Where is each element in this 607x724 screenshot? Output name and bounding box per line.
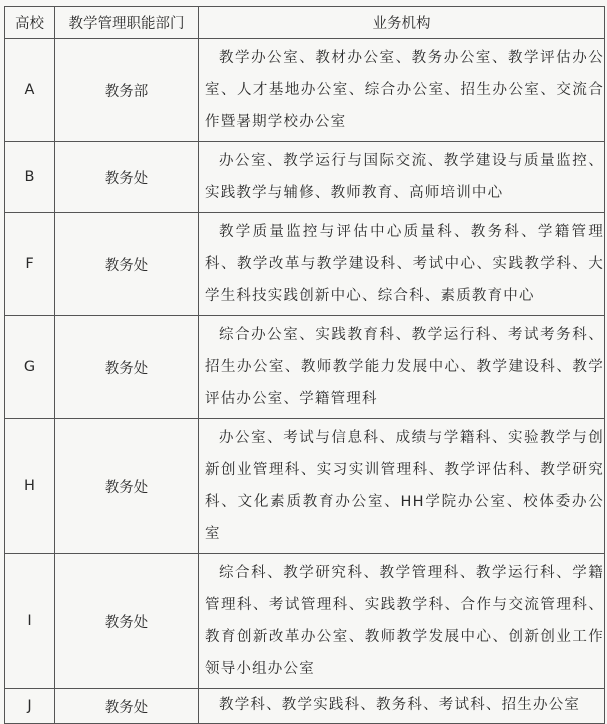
cell-university: H [5,419,55,554]
cell-institutions [199,689,605,724]
cell-department: 教务部 [55,39,199,142]
cell-institutions [199,142,605,213]
institutions-text: 教学科、教学实践科、教务科、考试科、招生办公室 [219,697,581,713]
table-row [5,142,605,213]
institutions-text: 综合科、教学研究科、教学管理科、教学运行科、学籍管理科、考试管理科、实践教学科、合作与交流管理科、教育创新改革办公室、教师教学发展中心、创新创业工作领导小组办公室 [205,565,604,677]
header-department: 教学管理职能部门 [55,7,199,39]
cell-university: A [5,39,55,142]
cell-university: I [5,554,55,689]
institutions-text: 办公室、教学运行与国际交流、教学建设与质量监控、实践教学与辅修、教师教育、高师培训中心 [205,153,604,201]
cell-department: 教务处 [55,689,199,724]
org-table-container [4,6,604,724]
table-row [5,419,605,554]
cell-department: 教务处 [55,316,199,419]
cell-university: G [5,316,55,419]
institutions-text: 办公室、考试与信息科、成绩与学籍科、实验教学与创新创业管理科、实习实训管理科、教学评估科、教学研究科、文化素质教育办公室、HH学院办公室、校体委办公室 [205,430,604,542]
institutions-text: 教学质量监控与评估中心质量科、教务科、学籍管理科、教学改革与教学建设科、考试中心、实践教学科、大学生科技实践创新中心、综合科、素质教育中心 [205,224,604,304]
institutions-text: 综合办公室、实践教育科、教学运行科、考试考务科、招生办公室、教师教学能力发展中心、教学建设科、教学评估办公室、学籍管理科 [205,327,604,407]
table-row [5,316,605,419]
cell-institutions [199,39,605,142]
table-row [5,554,605,689]
table-header-row [5,7,605,39]
cell-institutions [199,213,605,316]
table-row [5,689,605,724]
cell-university: J [5,689,55,724]
cell-institutions [199,554,605,689]
cell-university: B [5,142,55,213]
institutions-text: 教学办公室、教材办公室、教务办公室、教学评估办公室、人才基地办公室、综合办公室、招生办公室、交流合作暨暑期学校办公室 [205,50,604,130]
header-institutions: 业务机构 [199,7,605,39]
table-row [5,39,605,142]
cell-department: 教务处 [55,554,199,689]
cell-department: 教务处 [55,142,199,213]
table-row [5,213,605,316]
cell-institutions [199,419,605,554]
cell-department: 教务处 [55,213,199,316]
header-university: 高校 [5,7,55,39]
org-structure-table [4,6,605,724]
cell-department: 教务处 [55,419,199,554]
cell-institutions [199,316,605,419]
cell-university: F [5,213,55,316]
